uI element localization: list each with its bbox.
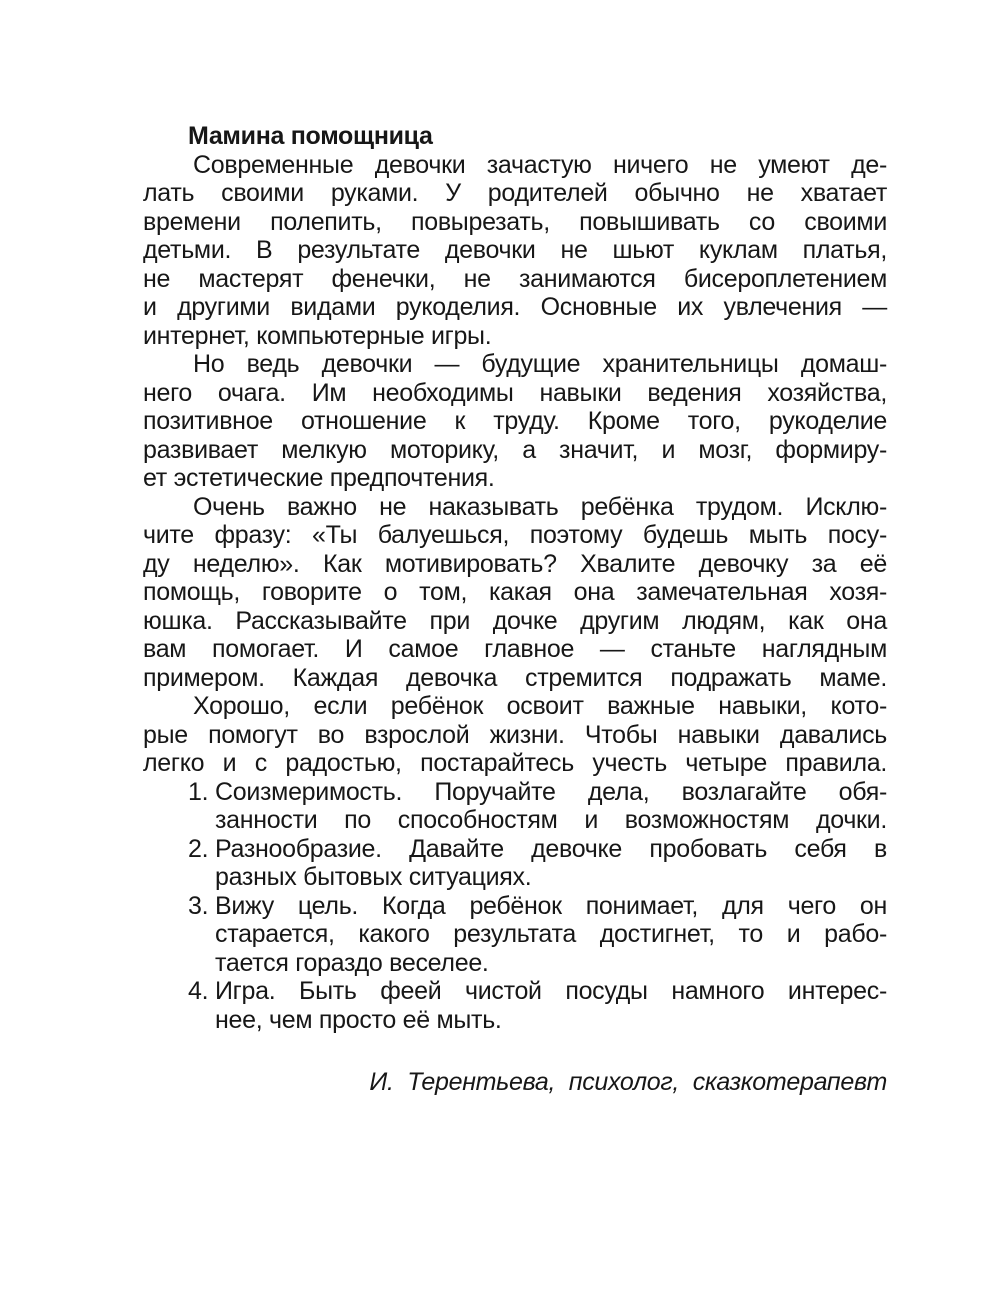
text-line: Очень важно не наказывать ребёнка трудом. Исклю- xyxy=(193,492,887,521)
text-line: занности по способностям и возможностям дочки. xyxy=(215,806,887,834)
text-line: Но ведь девочки — будущие хранительницы домаш- xyxy=(193,350,887,378)
text-line: интернет, компьютерные игры. xyxy=(143,321,492,350)
list-item xyxy=(188,834,887,892)
text-line: старается, какого результата достигнет, то и рабо- xyxy=(215,920,887,948)
list-item xyxy=(188,777,887,835)
paragraph xyxy=(143,692,887,778)
text-line: помощь, говорите о том, какая она замечательная хозя- xyxy=(143,578,887,606)
text-line: тается гораздо веселее. xyxy=(215,948,489,977)
text-line: рые помогут во взрослой жизни. Чтобы навыки давались xyxy=(143,720,887,749)
page-title: Мамина помощница xyxy=(188,122,433,150)
text-line: вам помогает. И самое главное — станьте наглядным xyxy=(143,635,887,663)
text-line: нее, чем просто её мыть. xyxy=(215,1005,502,1034)
text-line: времени полепить, повырезать, повышивать со своими xyxy=(143,207,887,236)
text-line: Современные девочки зачастую ничего не умеют де- xyxy=(193,150,887,179)
list-number: 4. xyxy=(188,977,209,1005)
text-line: ет эстетические предпочтения. xyxy=(143,464,495,492)
text-line: детьми. В результате девочки не шьют куклам платья, xyxy=(143,236,887,264)
paragraphs-container xyxy=(143,151,887,1035)
text-line: развивает мелкую моторику, а значит, и мозг, формиру- xyxy=(143,435,887,464)
text-line: Соизмеримость. Поручайте дела, возлагайте обя- xyxy=(215,777,887,806)
text-line: Игра. Быть феей чистой посуды намного интерес- xyxy=(215,977,887,1005)
text-line: не мастерят фенечки, не занимаются бисероплетением xyxy=(143,264,887,293)
list-item xyxy=(188,977,887,1034)
text-line: него очага. Им необходимы навыки ведения хозяйства, xyxy=(143,378,887,407)
paragraph xyxy=(143,350,887,493)
text-line: Разнообразие. Давайте девочке пробовать себя в xyxy=(215,834,887,863)
list-number: 1. xyxy=(188,777,209,806)
text-line: позитивное отношение к труду. Кроме того, рукоделие xyxy=(143,407,887,435)
text-line: Хорошо, если ребёнок освоит важные навыки, кото- xyxy=(193,692,887,720)
text-line: юшка. Рассказывайте при дочке другим людям, как она xyxy=(143,606,887,635)
text-line: примером. Каждая девочка стремится подражать маме. xyxy=(143,663,887,692)
list-number: 3. xyxy=(188,891,209,920)
text-line: лать своими руками. У родителей обычно не хватает xyxy=(143,179,887,207)
text-line: и другими видами рукоделия. Основные их увлечения — xyxy=(143,293,887,321)
paragraph xyxy=(143,493,887,693)
text-line: разных бытовых ситуациях. xyxy=(215,863,532,891)
text-line: чите фразу: «Ты балуешься, поэтому будешь мыть посу- xyxy=(143,521,887,549)
text-column xyxy=(143,122,887,1097)
author-signature: И. Терентьева, психолог, сказкотерапевт xyxy=(369,1068,887,1096)
list-number: 2. xyxy=(188,834,209,863)
paragraph xyxy=(143,151,887,351)
text-line: ду неделю». Как мотивировать? Хвалите девочку за её xyxy=(143,549,887,578)
list-item xyxy=(188,891,887,978)
text-line: легко и с радостью, постарайтесь учесть четыре правила. xyxy=(143,749,887,777)
text-line: Вижу цель. Когда ребёнок понимает, для чего он xyxy=(215,891,887,920)
